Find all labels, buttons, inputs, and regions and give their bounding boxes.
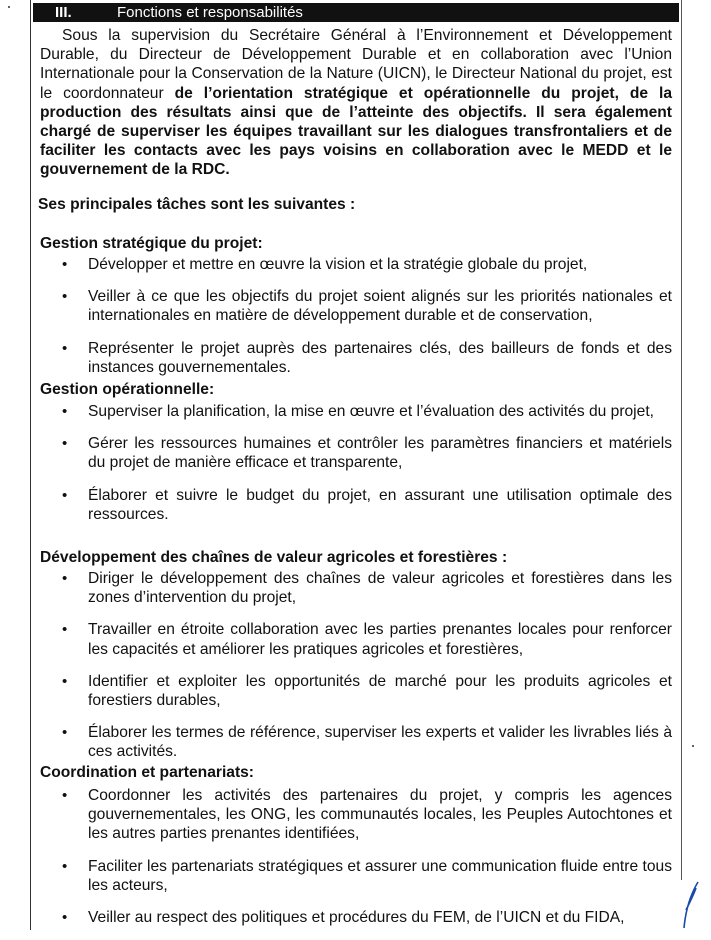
list-item: • Coordonner les activités des partenaires du projet, y compris les agences gouvernementales, les ONG, les communautés locales, les Peuples Autochtones et les autres parties prenantes identifiées,: [62, 787, 672, 843]
list-item: • Veiller à ce que les objectifs du projet soient alignés sur les priorités nationales et internationales en matière de développement durable et de conservation,: [62, 288, 672, 325]
bullet-icon: •: [62, 857, 68, 875]
page-frame-left: [30, 0, 31, 930]
bullet-icon: •: [62, 621, 68, 639]
bullet-icon: •: [62, 403, 68, 420]
bullet-icon: •: [62, 288, 68, 306]
tasks-subheading: Ses principales tâches sont les suivantes :: [38, 196, 356, 213]
intro-paragraph: [40, 26, 672, 180]
scan-speck: [692, 745, 694, 747]
handwritten-mark-icon: [678, 880, 702, 930]
list-item: • Travailler en étroite collaboration avec les parties prenantes locales pour renforcer les capacités et améliorer les pratiques agricoles et forestières,: [62, 621, 672, 658]
list-item: • Superviser la planification, la mise en œuvre et l’évaluation des activités du projet,: [62, 403, 654, 420]
section-heading-value-chains: Développement des chaînes de valeur agricoles et forestières :: [40, 549, 508, 566]
section-heading-operational: Gestion opérationnelle:: [40, 381, 215, 398]
intro-text: Sous la supervision du Secrétaire Général à l’Environnement et Développement Durable, du Directeur de Développement Durable et en collaboration avec l’Union Internationale pour la Conservation de la Nature (UICN), le Directeur National du projet, est le coordonnateur: [40, 27, 672, 102]
list-item: • Identifier et exploiter les opportunités de marché pour les produits agricoles et forestiers durables,: [62, 672, 672, 710]
scan-speck: [8, 6, 10, 8]
list-item: • Gérer les ressources humaines et contrôler les paramètres financiers et matériels du projet de manière efficace et transparente,: [62, 435, 672, 472]
list-item: • Élaborer et suivre le budget du projet, en assurant une utilisation optimale des ressources.: [62, 486, 672, 523]
task-list-value-chains: [40, 569, 672, 775]
list-item: • Représenter le projet auprès des partenaires clés, des bailleurs de fonds et des instances gouvernementales.: [62, 339, 672, 376]
bullet-icon: •: [62, 339, 68, 357]
bullet-icon: •: [62, 909, 68, 927]
bullet-icon: •: [62, 486, 68, 504]
bullet-icon: •: [62, 435, 68, 453]
task-list-operational: [40, 402, 672, 537]
section-heading-coordination: Coordination et partenariats:: [40, 764, 255, 781]
section-header-bar: [33, 3, 679, 22]
section-title: Fonctions et responsabilités: [117, 4, 303, 21]
intro-bold-text: de l’orientation stratégique et opérationnelle du projet, de la production des résultats ainsi que de l’atteinte des objectifs. Il sera également chargé de superviser les équipes travaillant sur les dialogues transfrontaliers et de faciliter les contacts avec les pays voisins en collaboration avec le MEDD et le gouvernement de la RDC.: [40, 84, 673, 179]
list-item: • Diriger le développement des chaînes de valeur agricoles et forestières dans les zones d’intervention du projet,: [62, 570, 672, 607]
section-heading-strategic: Gestion stratégique du projet:: [40, 235, 263, 252]
task-list-coordination: [40, 786, 672, 940]
list-item: • Veiller au respect des politiques et procédures du FEM, de l’UICN et du FIDA,: [62, 909, 625, 927]
bullet-icon: •: [62, 724, 68, 742]
bullet-icon: •: [62, 256, 68, 273]
section-number: III.: [55, 4, 72, 21]
page-frame-right: [681, 0, 682, 880]
list-item: • Développer et mettre en œuvre la vision et la stratégie globale du projet,: [62, 256, 588, 273]
task-list-strategic: [40, 255, 672, 390]
bullet-icon: •: [62, 570, 68, 587]
list-item: • Élaborer les termes de référence, superviser les experts et valider les livrables liés à ces activités.: [62, 724, 672, 761]
bullet-icon: •: [62, 672, 68, 690]
list-item: • Faciliter les partenariats stratégiques et assurer une communication fluide entre tous les acteurs,: [62, 857, 672, 894]
bullet-icon: •: [62, 787, 68, 804]
